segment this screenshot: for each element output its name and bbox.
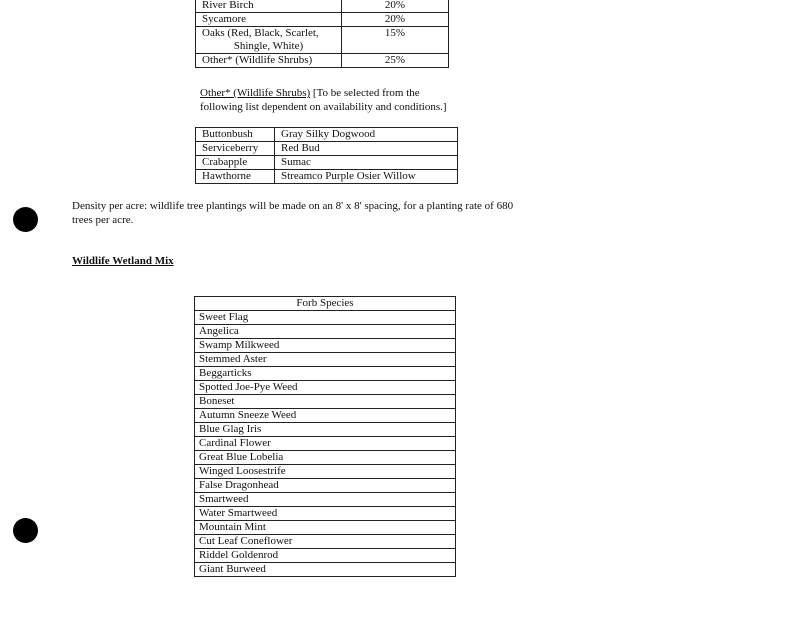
species-cell <box>196 27 342 54</box>
density-line: Density per acre: wildlife tree plantings will be made on an 8' x 8' spacing, for a planting rate of 680 <box>72 200 514 212</box>
table-row <box>195 493 456 507</box>
percent-cell: 15% <box>341 27 448 54</box>
table-row <box>195 325 456 339</box>
species-cell: Sycamore <box>196 13 342 27</box>
table-header-row <box>195 297 456 311</box>
binder-hole-marker <box>13 518 38 543</box>
shrub-cell: Crabapple <box>196 156 275 170</box>
note-line <box>200 86 500 100</box>
density-paragraph <box>72 199 572 227</box>
forb-cell: Winged Loosestrife <box>195 465 456 479</box>
forb-cell: False Dragonhead <box>195 479 456 493</box>
other-shrubs-note <box>200 86 500 114</box>
forb-cell: Beggarticks <box>195 367 456 381</box>
planting-percentage-table <box>195 0 449 68</box>
table-row <box>195 395 456 409</box>
shrub-list-table <box>195 127 458 184</box>
table-row <box>196 156 458 170</box>
forb-cell: Riddel Goldenrod <box>195 549 456 563</box>
species-cell: River Birch <box>196 0 342 13</box>
forb-cell: Great Blue Lobelia <box>195 451 456 465</box>
binder-hole-marker <box>13 207 38 232</box>
note-text: [To be selected from the <box>312 87 420 99</box>
forb-cell: Spotted Joe-Pye Weed <box>195 381 456 395</box>
shrub-cell: Gray Silky Dogwood <box>275 128 458 142</box>
table-row <box>195 521 456 535</box>
table-row <box>195 465 456 479</box>
table-row <box>195 437 456 451</box>
shrub-cell: Red Bud <box>275 142 458 156</box>
table-row <box>195 479 456 493</box>
table-row <box>196 13 449 27</box>
forb-cell: Water Smartweed <box>195 507 456 521</box>
shrub-cell: Sumac <box>275 156 458 170</box>
forb-cell: Cardinal Flower <box>195 437 456 451</box>
table-row <box>195 535 456 549</box>
density-line: trees per acre. <box>72 214 134 226</box>
table-row <box>196 128 458 142</box>
forb-cell: Smartweed <box>195 493 456 507</box>
percent-cell: 20% <box>341 0 448 13</box>
table-row <box>195 507 456 521</box>
table-row <box>195 339 456 353</box>
table-row <box>195 409 456 423</box>
table-row <box>195 381 456 395</box>
forb-cell: Blue Glag Iris <box>195 423 456 437</box>
table-row <box>196 54 449 68</box>
table-row <box>196 0 449 13</box>
note-line: following list dependent on availability and conditions.] <box>200 101 447 113</box>
table-row <box>195 353 456 367</box>
table-row <box>196 27 449 54</box>
forb-cell: Boneset <box>195 395 456 409</box>
forb-header: Forb Species <box>195 297 456 311</box>
table-row <box>195 367 456 381</box>
table-row <box>195 549 456 563</box>
shrub-cell: Buttonbush <box>196 128 275 142</box>
table-row <box>195 451 456 465</box>
forb-cell: Stemmed Aster <box>195 353 456 367</box>
species-line: Shingle, White) <box>233 40 304 52</box>
forb-cell: Swamp Milkweed <box>195 339 456 353</box>
table-row <box>196 170 458 184</box>
table-row <box>195 563 456 577</box>
forb-cell: Sweet Flag <box>195 311 456 325</box>
shrub-cell: Streamco Purple Osier Willow <box>275 170 458 184</box>
species-line: Oaks (Red, Black, Scarlet, <box>202 27 319 39</box>
forb-species-table <box>194 296 456 577</box>
wetland-mix-heading: Wildlife Wetland Mix <box>72 255 174 267</box>
percent-cell: 25% <box>341 54 448 68</box>
forb-cell: Autumn Sneeze Weed <box>195 409 456 423</box>
table-row <box>195 423 456 437</box>
forb-cell: Giant Burweed <box>195 563 456 577</box>
species-cell: Other* (Wildlife Shrubs) <box>196 54 342 68</box>
forb-cell: Cut Leaf Coneflower <box>195 535 456 549</box>
table-row <box>195 311 456 325</box>
note-title: Other* (Wildlife Shrubs) <box>200 87 311 99</box>
shrub-cell: Hawthorne <box>196 170 275 184</box>
forb-cell: Mountain Mint <box>195 521 456 535</box>
shrub-cell: Serviceberry <box>196 142 275 156</box>
table-row <box>196 142 458 156</box>
forb-cell: Angelica <box>195 325 456 339</box>
percent-cell: 20% <box>341 13 448 27</box>
